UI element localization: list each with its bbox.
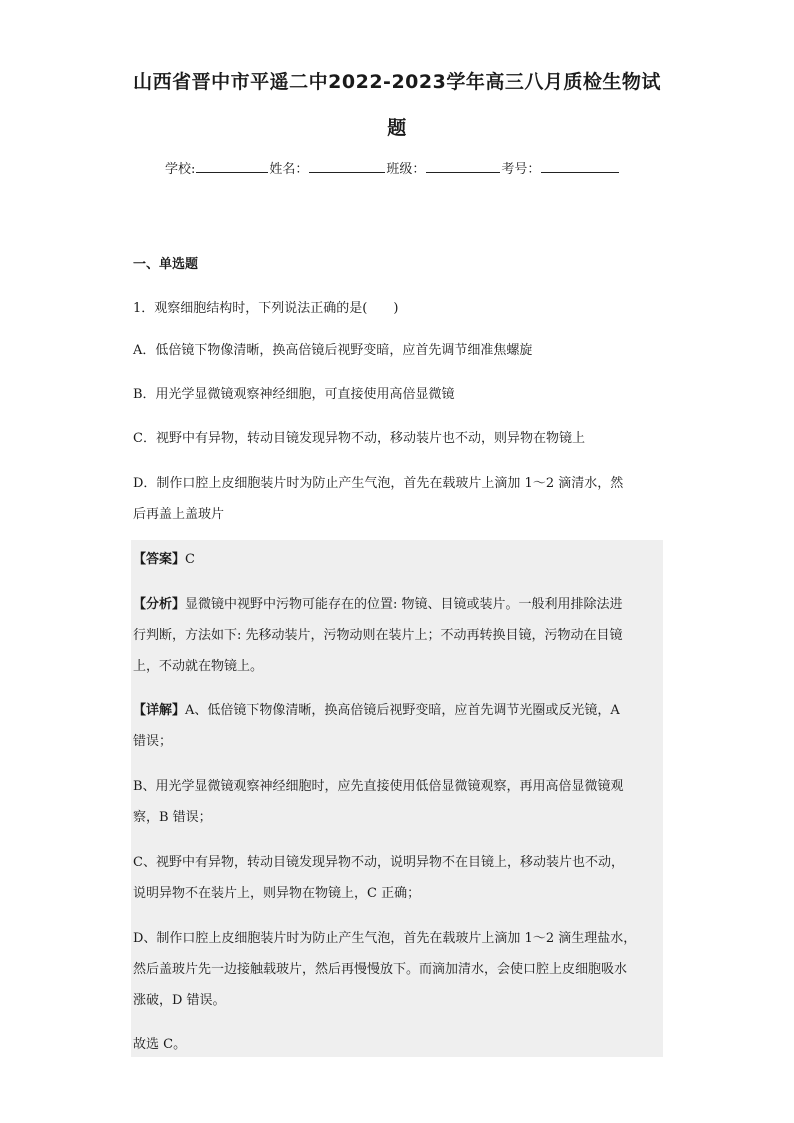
name-blank [309,158,385,173]
question-stem: 1．观察细胞结构时，下列说法正确的是( ) [133,301,399,316]
detail-line-4: 察，B 错误； [133,810,212,825]
school-label: 学校: [165,162,196,177]
analysis-line-3: 上，不动就在物镜上。 [133,659,264,674]
answer-tag: 【答案】 [133,552,186,567]
analysis-text-1: 显微镜中视野中污物可能存在的位置: 物镜、目镜或装片。一般利用排除法进 [185,597,623,612]
section-title: 一、单选题 [133,257,199,272]
class-label: 班级： [386,162,426,177]
analysis-line-2: 行判断，方法如下: 先移动装片，污物动则在装片上；不动再转换目镜，污物动在目镜 [133,628,623,643]
detail-line-5: C、视野中有异物，转动目镜发现异物不动，说明异物不在目镜上，移动装片也不动， [133,855,624,870]
option-d-continued: 后再盖上盖玻片 [133,507,225,522]
detail-line-3: B、用光学显微镜观察神经细胞时，应先直接使用低倍显微镜观察，再用高倍显微镜观 [133,779,624,794]
option-a: A．低倍镜下物像清晰，换高倍镜后视野变暗，应首先调节细准焦螺旋 [133,343,533,358]
option-c: C．视野中有异物，转动目镜发现异物不动，移动装片也不动，则异物在物镜上 [133,431,585,446]
detail-line-1 [133,699,620,718]
option-b: B．用光学显微镜观察神经细胞，可直接使用高倍显微镜 [133,387,455,402]
detail-line-7: D、制作口腔上皮细胞装片时为防止产生气泡，首先在载玻片上滴加 1～2 滴生理盐水， [133,931,637,946]
student-info-row [165,158,620,177]
detail-line-6: 说明异物不在装片上，则异物在物镜上，C 正确； [133,886,421,901]
analysis-tag: 【分析】 [133,597,186,612]
detail-line-8: 然后盖玻片先一边接触载玻片，然后再慢慢放下。而滴加清水，会使口腔上皮细胞吸水 [133,962,628,977]
detail-tag: 【详解】 [133,703,186,718]
answer-line [133,548,195,567]
detail-line-2: 错误； [133,734,173,749]
option-d: D．制作口腔上皮细胞装片时为防止产生气泡，首先在载玻片上滴加 1～2 滴清水，然 [133,476,624,491]
class-blank [426,158,500,173]
detail-line-9: 涨破，D 错误。 [133,993,226,1008]
name-label: 姓名： [269,162,309,177]
number-blank [541,158,619,173]
number-label: 考号： [501,162,541,177]
detail-text-1: A、低倍镜下物像清晰，换高倍镜后视野变暗，应首先调节光圈或反光镜，A [185,703,620,718]
answer-value: C [185,552,195,567]
school-blank [196,158,268,173]
answer-panel [131,540,663,1057]
conclusion-line: 故选 C。 [133,1037,187,1052]
document-title-line-2: 题 [387,117,407,139]
analysis-line-1 [133,593,623,612]
document-title-line-1: 山西省晋中市平遥二中2022-2023学年高三八月质检生物试 [133,71,661,93]
